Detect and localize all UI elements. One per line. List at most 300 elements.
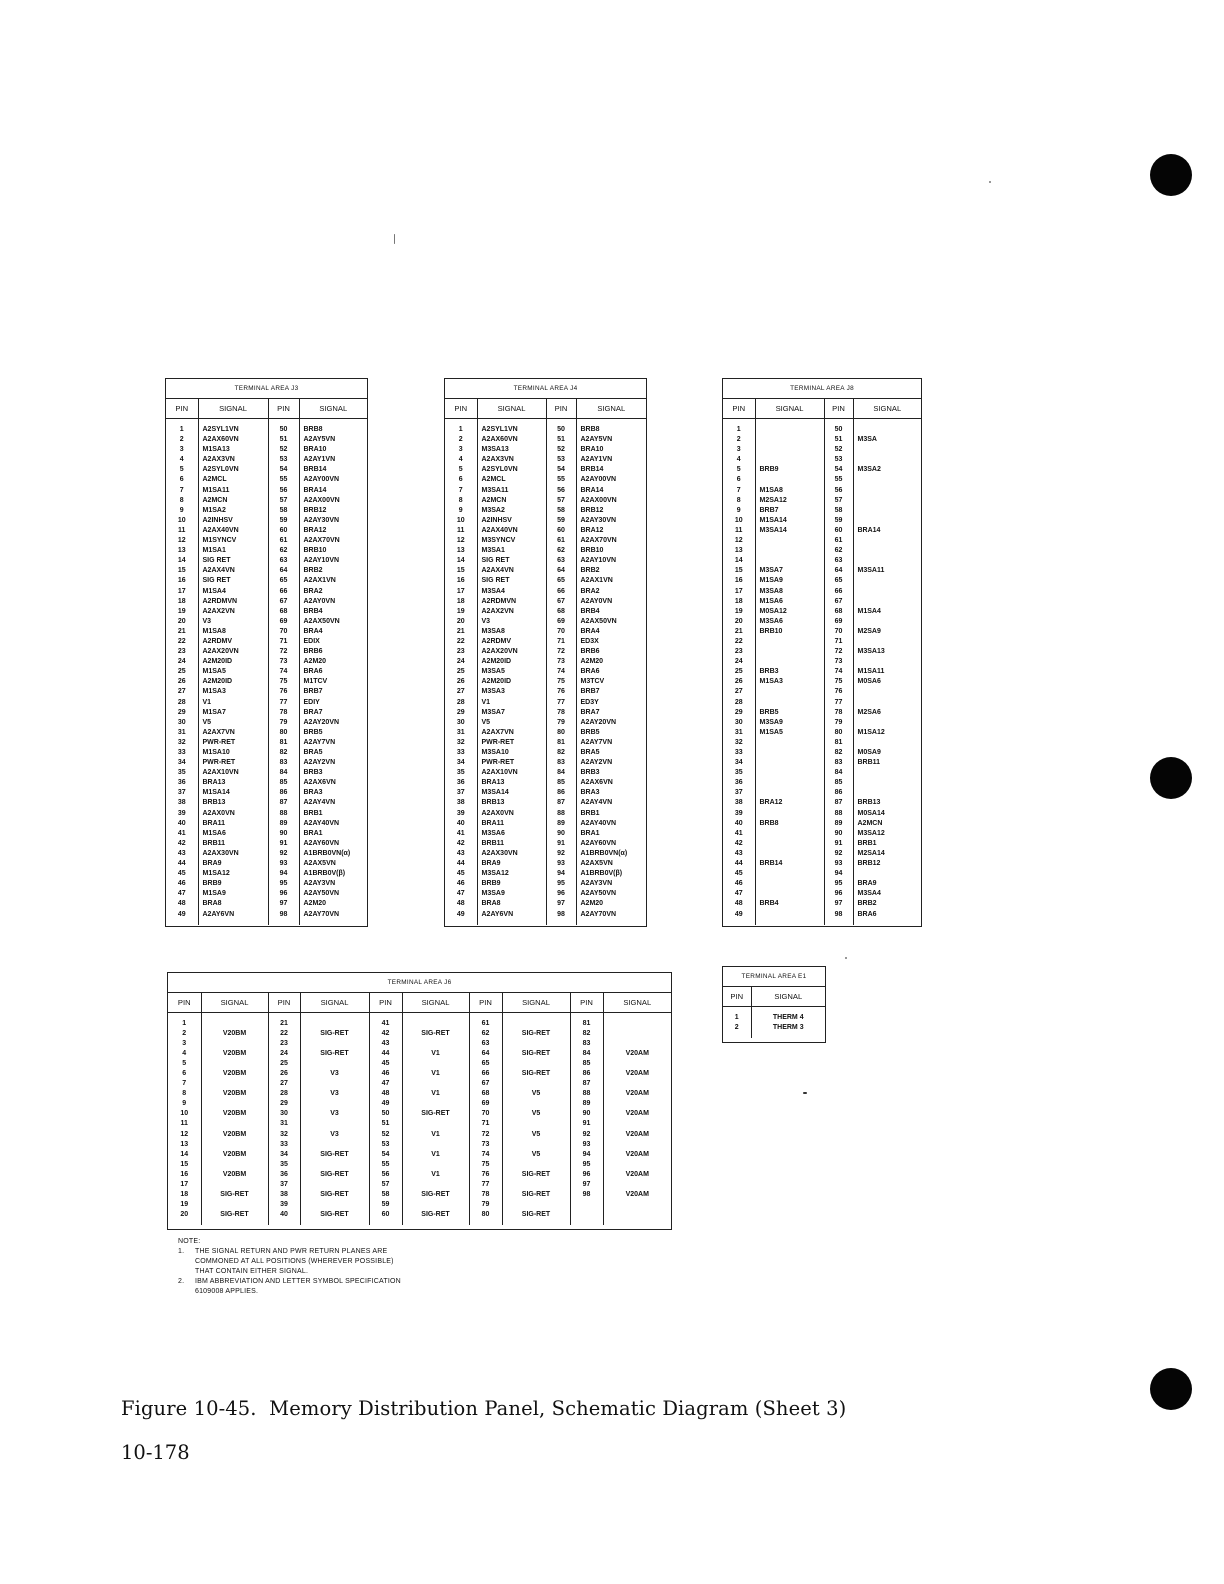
table-row (723, 889, 921, 899)
pin-cell: 81 (268, 738, 299, 748)
signal-cell: A2AX50VN (580, 617, 617, 625)
pin-cell: 82 (268, 748, 299, 758)
signal-cell: V20AM (625, 1070, 649, 1078)
table-row (445, 768, 646, 778)
signal-cell (502, 1180, 570, 1190)
signal-cell: A2M20ID (477, 677, 546, 687)
pin-cell: 55 (546, 475, 576, 485)
pin-cell: 88 (570, 1089, 603, 1099)
signal-cell: M1SA1 (198, 546, 268, 556)
table-row (166, 435, 367, 445)
signal-cell: BRB5 (580, 728, 600, 736)
signal-cell: M2SA12 (755, 496, 824, 506)
signal-cell: SIG-RET (201, 1190, 268, 1200)
pin-cell: 6 (168, 1069, 201, 1079)
pin-cell: 38 (268, 1190, 300, 1200)
table-row (168, 1119, 671, 1129)
pin-cell: 2 (723, 435, 755, 445)
signal-cell: A2AX40VN (198, 526, 268, 536)
signal-cell: BRA4 (580, 627, 600, 635)
table-row (723, 657, 921, 667)
signal-cell: A2RDMVN (477, 597, 546, 607)
signal-cell: BRA10 (580, 446, 604, 454)
signal-cell: A2AX6VN (580, 779, 613, 787)
signal-cell (755, 879, 824, 889)
pin-cell: 90 (546, 829, 576, 839)
pin-cell: 16 (166, 576, 198, 586)
pin-cell: 80 (469, 1210, 502, 1225)
pin-cell: 13 (168, 1140, 201, 1150)
signal-cell: A2AX10VN (198, 768, 268, 778)
signal-cell: SIG-RET (402, 1210, 469, 1225)
pin-cell: 68 (469, 1089, 502, 1099)
note-item (178, 1277, 401, 1287)
signal-cell (853, 869, 921, 879)
pin-cell: 41 (369, 1013, 402, 1030)
pin-cell: 76 (824, 687, 853, 697)
signal-cell (755, 445, 824, 455)
signal-cell (300, 1059, 369, 1069)
pin-cell: 47 (445, 889, 477, 899)
signal-cell (853, 657, 921, 667)
table-row (723, 506, 921, 516)
pin-cell: 47 (166, 889, 198, 899)
signal-cell (755, 788, 824, 798)
signal-cell: A2AX00VN (303, 496, 340, 504)
signal-cell (502, 1140, 570, 1150)
table-header-row (723, 987, 825, 1007)
pin-cell: 75 (268, 677, 299, 687)
pin-cell: 5 (445, 465, 477, 475)
table-row (723, 849, 921, 859)
signal-cell: BRB7 (755, 506, 824, 516)
signal-cell: V5 (198, 718, 268, 728)
pin-cell: 94 (824, 869, 853, 879)
pin-cell: 17 (166, 587, 198, 597)
pin-cell: 29 (166, 708, 198, 718)
signal-cell: BRB13 (857, 799, 881, 807)
pin-cell: 50 (369, 1109, 402, 1119)
signal-cell: BRB12 (857, 860, 881, 868)
table-row (166, 617, 367, 627)
table-row (445, 879, 646, 889)
signal-cell: A2AX30VN (198, 849, 268, 859)
table-row (445, 455, 646, 465)
table-row (445, 657, 646, 667)
pin-cell: 64 (268, 566, 299, 576)
signal-cell: V1 (402, 1130, 469, 1140)
pin-cell: 16 (445, 576, 477, 586)
table-row (445, 899, 646, 909)
pin-cell: 44 (723, 859, 755, 869)
table-row (723, 819, 921, 829)
signal-cell (402, 1119, 469, 1129)
pin-cell: 79 (469, 1200, 502, 1210)
signal-cell: BRB11 (477, 839, 546, 849)
note-number: 2. (178, 1278, 185, 1285)
signal-cell (853, 516, 921, 526)
note-line: THAT CONTAIN EITHER SIGNAL. (195, 1268, 309, 1275)
column-header: SIGNAL (853, 399, 921, 419)
pin-cell: 27 (268, 1079, 300, 1089)
column-header: SIGNAL (201, 993, 268, 1013)
signal-cell: BRA5 (580, 749, 600, 756)
table-row (166, 576, 367, 586)
signal-cell: A2AX0VN (477, 809, 546, 819)
pin-cell: 44 (369, 1049, 402, 1059)
signal-cell (853, 486, 921, 496)
signal-cell: M1SA3 (198, 687, 268, 697)
pin-cell: 67 (469, 1079, 502, 1089)
pin-cell: 31 (268, 1119, 300, 1129)
signal-cell: A2AY70VN (580, 910, 617, 918)
pin-cell: 8 (168, 1089, 201, 1099)
pin-cell: 31 (723, 728, 755, 738)
pin-cell: 10 (723, 516, 755, 526)
pin-cell: 68 (268, 607, 299, 617)
pin-cell (570, 1200, 603, 1210)
signal-cell (755, 910, 824, 925)
pin-cell: 32 (723, 738, 755, 748)
signal-cell: M3SA9 (477, 889, 546, 899)
pin-cell: 34 (268, 1150, 300, 1160)
table-row (166, 829, 367, 839)
pin-cell: 12 (445, 536, 477, 546)
pin-cell: 19 (445, 607, 477, 617)
pin-cell: 66 (268, 587, 299, 597)
signal-cell: BRA13 (477, 778, 546, 788)
signal-cell (853, 496, 921, 506)
table-row (445, 556, 646, 566)
pin-cell: 92 (268, 849, 299, 859)
table-row (166, 849, 367, 859)
signal-cell: V20BM (201, 1069, 268, 1079)
table-row (445, 516, 646, 526)
signal-cell (755, 778, 824, 788)
signal-cell (201, 1039, 268, 1049)
signal-cell (853, 617, 921, 627)
pin-cell: 36 (166, 778, 198, 788)
pin-cell: 24 (445, 657, 477, 667)
pin-cell: 13 (166, 546, 198, 556)
signal-cell: A2AY20VN (303, 718, 340, 726)
table-row (166, 607, 367, 617)
pin-cell: 26 (445, 677, 477, 687)
signal-cell (201, 1200, 268, 1210)
pin-cell: 88 (546, 809, 576, 819)
pin-cell: 85 (268, 778, 299, 788)
note-item (178, 1247, 401, 1257)
pin-cell: 2 (168, 1029, 201, 1039)
pin-cell: 92 (546, 849, 576, 859)
signal-cell: BRB4 (755, 899, 824, 909)
signal-cell: SIG RET (477, 556, 546, 566)
signal-cell: A2AY1VN (580, 456, 613, 464)
table-row (445, 778, 646, 788)
pin-cell: 81 (824, 738, 853, 748)
pin-cell: 60 (369, 1210, 402, 1225)
pin-cell: 49 (166, 910, 198, 925)
signal-cell (853, 698, 921, 708)
table-row (445, 587, 646, 597)
table-row (445, 435, 646, 445)
signal-cell: THERM 4 (772, 1014, 804, 1021)
signal-cell (755, 536, 824, 546)
pin-cell: 19 (723, 607, 755, 617)
signal-cell: M3SA7 (477, 708, 546, 718)
signal-cell: V20BM (201, 1150, 268, 1160)
pin-cell: 11 (723, 526, 755, 536)
signal-cell (755, 546, 824, 556)
table-row (166, 506, 367, 516)
pin-cell: 8 (445, 496, 477, 506)
pin-cell: 86 (546, 788, 576, 798)
table-row (723, 768, 921, 778)
signal-cell: BRB3 (303, 769, 323, 777)
signal-cell: A2AX20VN (477, 647, 546, 657)
table-row (445, 718, 646, 728)
signal-cell: A2AX00VN (580, 496, 617, 504)
terminal-area-j4-table (444, 378, 647, 927)
signal-cell (402, 1180, 469, 1190)
signal-cell: V20BM (201, 1029, 268, 1039)
pin-cell: 33 (166, 748, 198, 758)
pin-cell: 40 (166, 819, 198, 829)
signal-cell: A2AY30VN (580, 516, 617, 524)
signal-cell (853, 788, 921, 798)
pin-cell: 81 (546, 738, 576, 748)
pin-cell: 77 (469, 1180, 502, 1190)
pin-cell: 96 (824, 889, 853, 899)
table-header-row (168, 993, 671, 1013)
pin-cell: 89 (824, 819, 853, 829)
signal-cell: BRB2 (580, 567, 600, 575)
signal-cell: A2INHSV (198, 516, 268, 526)
signal-cell: A2AX60VN (198, 435, 268, 445)
pin-cell (570, 1210, 603, 1225)
pin-cell: 69 (469, 1099, 502, 1109)
pin-cell: 96 (570, 1170, 603, 1180)
pin-cell: 41 (723, 829, 755, 839)
note-line: THE SIGNAL RETURN AND PWR RETURN PLANES ARE (195, 1248, 388, 1255)
signal-cell: V20BM (201, 1049, 268, 1059)
signal-cell: A2INHSV (477, 516, 546, 526)
signal-cell: A2AY00VN (303, 476, 340, 484)
signal-cell: SIG-RET (402, 1190, 469, 1200)
signal-cell: V20AM (625, 1050, 649, 1058)
signal-cell: BRB2 (857, 900, 877, 908)
pin-cell: 52 (824, 445, 853, 455)
pin-cell: 52 (546, 445, 576, 455)
pin-cell: 20 (723, 617, 755, 627)
pin-cell: 27 (445, 687, 477, 697)
pin-cell: 2 (166, 435, 198, 445)
column-header: PIN (570, 993, 603, 1013)
pin-cell: 33 (445, 748, 477, 758)
signal-cell: V3 (300, 1089, 369, 1099)
pin-cell: 63 (546, 556, 576, 566)
signal-cell: BRA6 (580, 668, 600, 676)
table-row (166, 889, 367, 899)
signal-cell (300, 1140, 369, 1150)
pin-cell: 79 (546, 718, 576, 728)
pin-cell: 13 (723, 546, 755, 556)
pin-cell: 17 (723, 587, 755, 597)
signal-cell (603, 1160, 671, 1170)
pin-cell: 14 (168, 1150, 201, 1160)
pin-cell: 84 (824, 768, 853, 778)
table-row (445, 698, 646, 708)
table-row (166, 475, 367, 485)
pin-cell: 20 (166, 617, 198, 627)
signal-cell: A2AY6VN (198, 910, 268, 925)
pin-cell: 65 (268, 576, 299, 586)
signal-cell (755, 687, 824, 697)
signal-cell: M3SA9 (755, 718, 824, 728)
note-line: 6109008 APPLIES. (195, 1288, 259, 1295)
note-line: COMMONED AT ALL POSITIONS (WHEREVER POSSIBLE) (195, 1258, 394, 1265)
signal-cell: BRA14 (580, 486, 604, 494)
pin-cell: 23 (445, 647, 477, 657)
pin-cell: 44 (445, 859, 477, 869)
signal-cell: THERM 3 (772, 1024, 804, 1032)
pin-cell: 51 (369, 1119, 402, 1129)
pin-cell: 63 (824, 556, 853, 566)
table-row (445, 788, 646, 798)
signal-cell (502, 1200, 570, 1210)
signal-cell (603, 1029, 671, 1039)
pin-cell: 20 (445, 617, 477, 627)
table-row (723, 455, 921, 465)
signal-cell (603, 1140, 671, 1150)
signal-cell: M3SYNCV (477, 536, 546, 546)
pin-cell: 54 (369, 1150, 402, 1160)
signal-cell: BRA7 (580, 708, 600, 716)
table-row (166, 637, 367, 647)
table-row (166, 647, 367, 657)
pin-cell: 75 (824, 677, 853, 687)
signal-cell: BRB12 (580, 506, 604, 514)
signal-cell: BRA7 (303, 708, 323, 716)
signal-cell: M3TCV (580, 678, 605, 686)
signal-cell: A2AY1VN (303, 456, 336, 464)
pin-cell: 87 (546, 798, 576, 808)
pin-cell: 1 (723, 419, 755, 436)
pin-cell: 3 (723, 445, 755, 455)
pin-cell: 31 (166, 728, 198, 738)
signal-cell: V1 (402, 1170, 469, 1180)
signal-cell (300, 1013, 369, 1030)
signal-cell: M3SA8 (477, 627, 546, 637)
pin-cell: 53 (369, 1140, 402, 1150)
table-row (166, 869, 367, 879)
table-row (445, 728, 646, 738)
signal-cell: M1SA13 (198, 445, 268, 455)
signal-cell: A2AY30VN (303, 516, 340, 524)
signal-cell: A2AY3VN (303, 880, 336, 888)
table-row (445, 637, 646, 647)
table-row (166, 839, 367, 849)
pin-cell: 17 (168, 1180, 201, 1190)
pin-cell: 78 (469, 1190, 502, 1200)
signal-cell: BRB1 (580, 809, 600, 817)
signal-cell: A2AX0VN (198, 809, 268, 819)
signal-cell: A2AX1VN (580, 577, 613, 585)
signal-cell: M1SA14 (198, 788, 268, 798)
table-row (723, 879, 921, 889)
signal-cell (755, 768, 824, 778)
pin-cell: 7 (168, 1079, 201, 1089)
signal-cell: BRA6 (857, 910, 877, 918)
pin-cell: 10 (445, 516, 477, 526)
signal-cell (755, 829, 824, 839)
table-row (166, 546, 367, 556)
table-row (166, 677, 367, 687)
pin-cell: 49 (723, 910, 755, 925)
pin-cell: 63 (469, 1039, 502, 1049)
table-row (445, 859, 646, 869)
pin-cell: 90 (824, 829, 853, 839)
signal-cell: A2RDMV (477, 637, 546, 647)
table-row (723, 738, 921, 748)
pin-cell: 60 (824, 526, 853, 536)
pin-cell: 47 (723, 889, 755, 899)
signal-cell: A2RDMV (198, 637, 268, 647)
signal-cell: SIG RET (198, 556, 268, 566)
signal-cell (402, 1140, 469, 1150)
table-row (723, 829, 921, 839)
pin-cell: 38 (445, 798, 477, 808)
signal-cell: A2AY7VN (303, 738, 336, 746)
column-header: SIGNAL (576, 399, 646, 419)
pin-cell: 40 (723, 819, 755, 829)
signal-cell: BRA5 (303, 749, 323, 756)
table-row (723, 526, 921, 536)
signal-cell: PWR-RET (477, 758, 546, 768)
pin-cell: 25 (166, 667, 198, 677)
pin-cell: 83 (570, 1039, 603, 1049)
pin-cell: 58 (268, 506, 299, 516)
table-row (445, 869, 646, 879)
table-row (445, 677, 646, 687)
signal-cell: BRB2 (303, 567, 323, 575)
pin-cell: 91 (268, 839, 299, 849)
signal-cell: A2AY3VN (580, 880, 613, 888)
pin-cell: 9 (168, 1099, 201, 1109)
signal-cell: BRB13 (477, 798, 546, 808)
pin-cell: 15 (168, 1160, 201, 1170)
pin-cell: 87 (824, 798, 853, 808)
pin-cell: 89 (268, 819, 299, 829)
pin-cell: 50 (268, 419, 299, 436)
signal-cell: A1BRB0VN(α) (303, 849, 351, 857)
signal-cell (201, 1059, 268, 1069)
pin-cell: 6 (723, 475, 755, 485)
signal-cell: M3SA (857, 436, 877, 444)
signal-cell: V1 (477, 698, 546, 708)
signal-cell (502, 1079, 570, 1089)
signal-cell (502, 1039, 570, 1049)
table-row (166, 465, 367, 475)
signal-cell (603, 1099, 671, 1109)
table-title: TERMINAL AREA J4 (445, 379, 646, 399)
pin-cell: 62 (469, 1029, 502, 1039)
pin-cell: 18 (168, 1190, 201, 1200)
pin-cell: 21 (268, 1013, 300, 1030)
table-row (723, 788, 921, 798)
signal-cell: M1SA8 (198, 627, 268, 637)
signal-cell: BRA6 (303, 668, 323, 676)
